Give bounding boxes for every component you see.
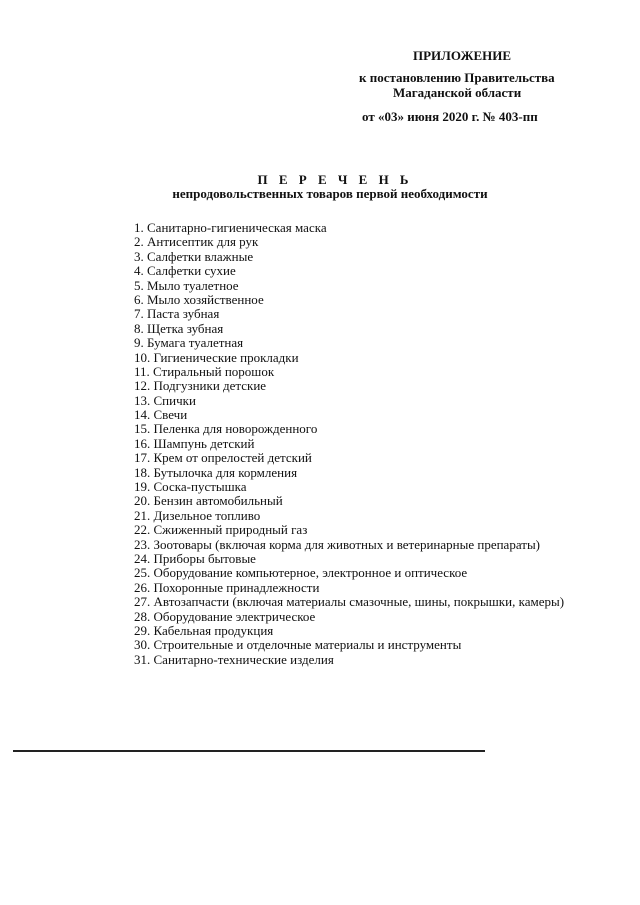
list-item: 9. Бумага туалетная (134, 335, 244, 351)
list-item: 14. Свечи (134, 407, 188, 423)
list-item: 3. Салфетки влажные (134, 248, 254, 264)
list-item: 4. Салфетки сухие (134, 263, 236, 279)
list-item: 2. Антисептик для рук (134, 234, 259, 250)
document-title: П Е Р Е Ч Е Н Ь (257, 172, 413, 187)
list-item: 18. Бутылочка для кормления (134, 464, 298, 480)
list-item: 31. Санитарно-технические изделия (134, 651, 334, 667)
appendix-date-text: от «03» июня 2020 г. № 403-пп (362, 109, 538, 124)
list-item: 21. Дизельное топливо (134, 507, 261, 523)
page-divider-line (13, 750, 485, 752)
list-item: 11. Стиральный порошок (134, 363, 275, 379)
list-item: 16. Шампунь детский (134, 435, 255, 451)
list-item: 30. Строительные и отделочные материалы и инструменты (134, 637, 462, 653)
list-item: 10. Гигиенические прокладки (134, 349, 299, 365)
list-item: 27. Автозапчасти (включая материалы смазочные, шины, покрышки, камеры) (134, 594, 565, 610)
list-item: 23. Зоотовары (включая корма для животных и ветеринарные препараты) (134, 536, 541, 552)
appendix-region-text: Магаданской области (393, 85, 522, 100)
list-item: 6. Мыло хозяйственное (134, 291, 264, 307)
document-subtitle: непродовольственных товаров первой необходимости (172, 186, 488, 201)
list-item: 25. Оборудование компьютерное, электронное и оптическое (134, 565, 468, 581)
list-item: 29. Кабельная продукция (134, 622, 274, 638)
list-item: 1. Санитарно-гигиеническая маска (134, 220, 327, 235)
list-item: 15. Пеленка для новорожденного (134, 421, 318, 437)
list-item: 19. Соска-пустышка (134, 479, 247, 495)
list-item: 22. Сжиженный природный газ (134, 522, 308, 538)
list-item: 26. Похоронные принадлежности (134, 579, 320, 595)
list-item: 17. Крем от опрелостей детский (134, 450, 312, 466)
list-item: 8. Щетка зубная (134, 320, 224, 336)
appendix-title-text: ПРИЛОЖЕНИЕ (413, 48, 512, 63)
list-item: 7. Паста зубная (134, 306, 220, 322)
appendix-reference-text: к постановлению Правительства (359, 70, 555, 85)
list-item: 24. Приборы бытовые (134, 551, 256, 566)
list-item: 12. Подгузники детские (134, 378, 267, 394)
list-item: 28. Оборудование электрическое (134, 608, 316, 624)
list-item: 20. Бензин автомобильный (134, 493, 283, 509)
goods-list (95, 221, 565, 667)
list-item: 13. Спички (134, 392, 196, 408)
list-item: 5. Мыло туалетное (134, 277, 239, 293)
